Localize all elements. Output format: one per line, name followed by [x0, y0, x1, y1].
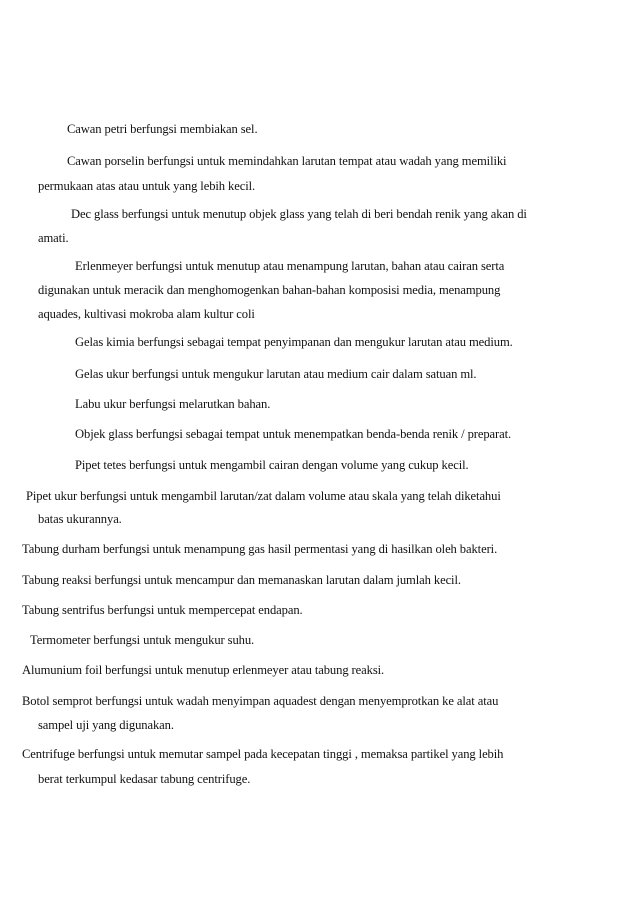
text-line: permukaan atas atau untuk yang lebih kecil. [38, 179, 256, 193]
text-line: Gelas ukur berfungsi untuk mengukur larutan atau medium cair dalam satuan ml. [75, 367, 477, 381]
text-line: Cawan petri berfungsi membiakan sel. [67, 122, 258, 136]
text-line: aquades, kultivasi mokroba alam kultur coli [38, 307, 255, 321]
text-line: Objek glass berfungsi sebagai tempat untuk menempatkan benda-benda renik / preparat. [75, 427, 512, 441]
text-line: sampel uji yang digunakan. [38, 718, 174, 732]
text-line: Tabung reaksi berfungsi untuk mencampur dan memanaskan larutan dalam jumlah kecil. [22, 573, 461, 587]
text-line: amati. [38, 231, 69, 245]
text-line: Botol semprot berfungsi untuk wadah menyimpan aquadest dengan menyemprotkan ke alat atau [22, 694, 499, 708]
text-line: batas ukurannya. [38, 512, 122, 526]
text-line: Tabung sentrifus berfungsi untuk mempercepat endapan. [22, 603, 303, 617]
text-line: Erlenmeyer berfungsi untuk menutup atau menampung larutan, bahan atau cairan serta [75, 259, 505, 273]
text-line: Pipet tetes berfungsi untuk mengambil cairan dengan volume yang cukup kecil. [75, 458, 469, 472]
text-line: Alumunium foil berfungsi untuk menutup erlenmeyer atau tabung reaksi. [22, 663, 385, 677]
text-line: digunakan untuk meracik dan menghomogenkan bahan-bahan komposisi media, menampung [38, 283, 501, 297]
text-line: Pipet ukur berfungsi untuk mengambil larutan/zat dalam volume atau skala yang telah diketahui [26, 489, 501, 503]
text-line: Centrifuge berfungsi untuk memutar sampel pada kecepatan tinggi , memaksa partikel yang lebih [22, 747, 504, 761]
text-line: Dec glass berfungsi untuk menutup objek glass yang telah di beri bendah renik yang akan di [71, 207, 527, 221]
text-line: berat terkumpul kedasar tabung centrifuge. [38, 772, 251, 786]
text-line: Tabung durham berfungsi untuk menampung gas hasil permentasi yang di hasilkan oleh bakteri. [22, 542, 498, 556]
text-line: Gelas kimia berfungsi sebagai tempat penyimpanan dan mengukur larutan atau medium. [75, 335, 513, 349]
text-line: Labu ukur berfungsi melarutkan bahan. [75, 397, 271, 411]
text-line: Termometer berfungsi untuk mengukur suhu. [30, 633, 255, 647]
text-line: Cawan porselin berfungsi untuk memindahkan larutan tempat atau wadah yang memiliki [67, 154, 507, 168]
